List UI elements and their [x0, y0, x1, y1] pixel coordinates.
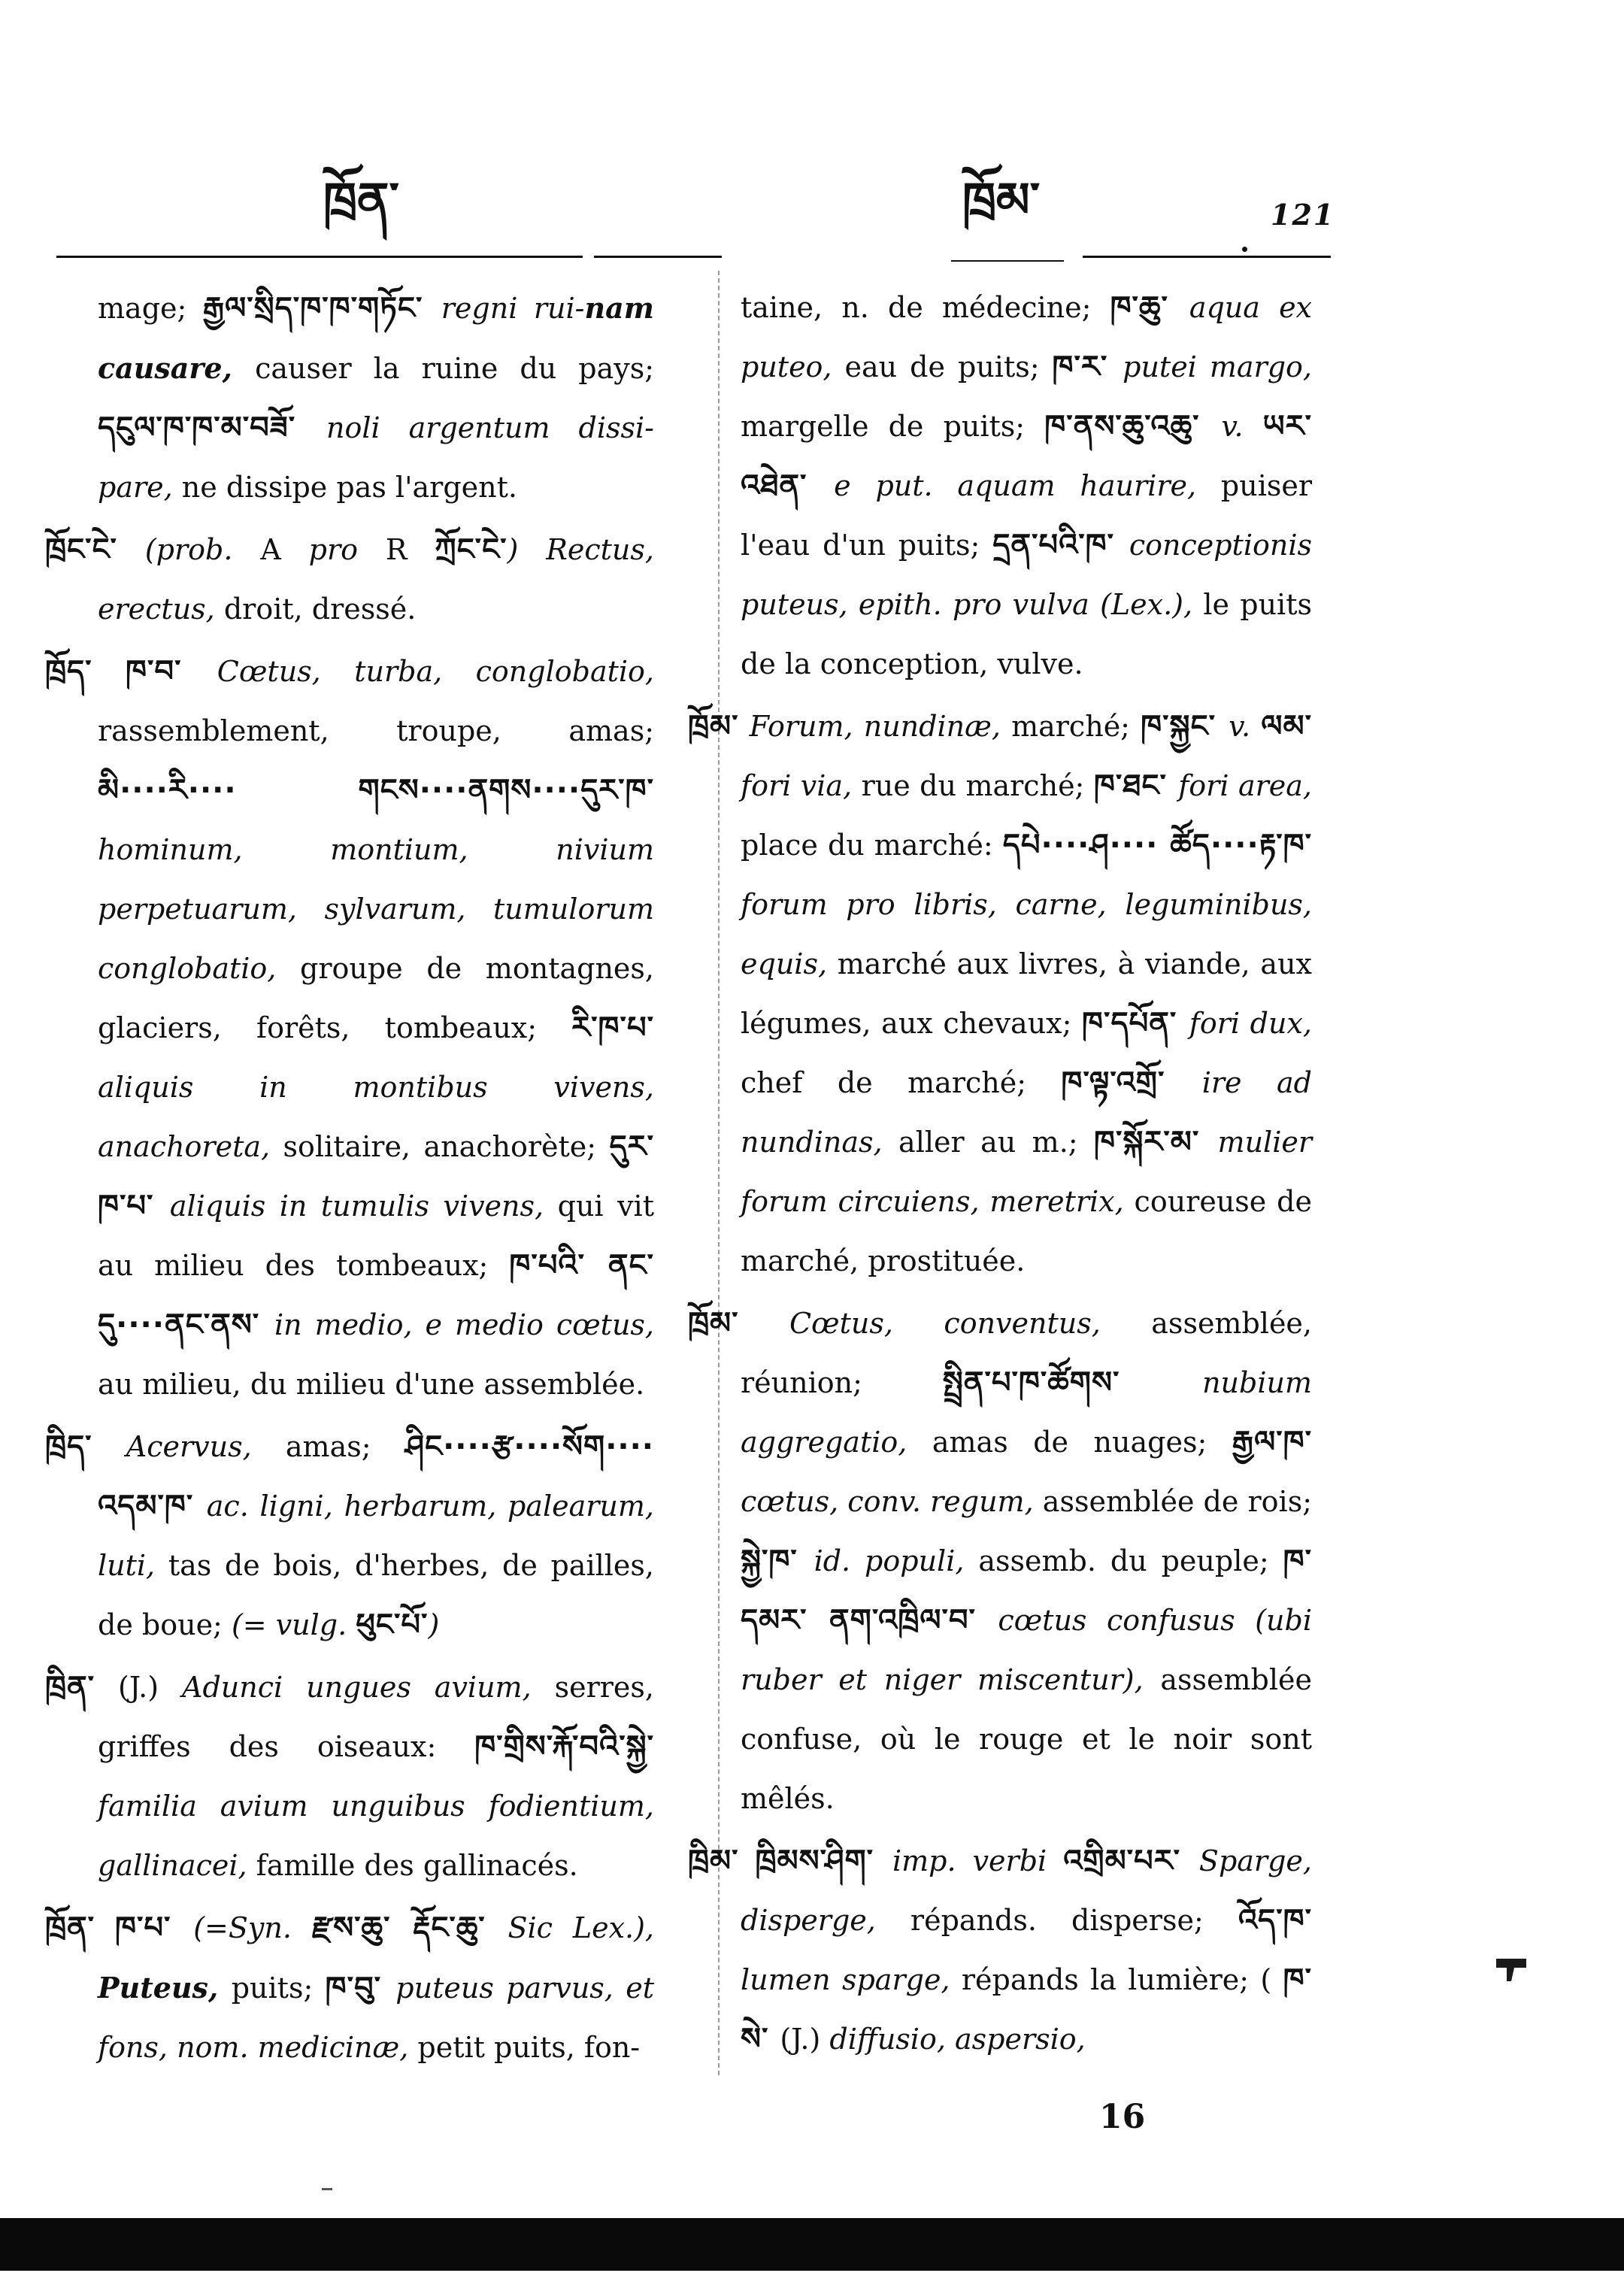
latin-gloss: v. [1229, 710, 1262, 743]
french-gloss: assemblée de rois; [1042, 1485, 1312, 1518]
latin-gloss: fori dux, [1189, 1007, 1312, 1040]
tibetan-text: ཁ་བ་ [126, 654, 217, 689]
french-gloss: assemblée, réunion; [741, 1307, 1312, 1399]
french-gloss: au milieu, du milieu d'une assemblée. [98, 1368, 645, 1401]
french-gloss: margelle de puits; [741, 410, 1045, 443]
latin-gloss: regni rui- [441, 292, 585, 325]
latin-gloss: ac. ligni, herbarum, palearum, luti, [98, 1490, 655, 1582]
french-gloss: puits; [231, 1971, 326, 2005]
latin-gloss: putei margo, [1123, 350, 1312, 383]
tibetan-text: ཁ་སེ་ [741, 1962, 1312, 2056]
dictionary-entry [688, 1294, 1312, 1829]
latin-gloss: ) [428, 1608, 440, 1641]
latin-gloss: aliquis in tumulis vivens, [169, 1189, 558, 1223]
printer-dot [1242, 247, 1247, 252]
tibetan-text: ཁ་སྐོར་མ་ [1094, 1125, 1218, 1159]
entry-headword: ཁྲོང་ངེ་ [45, 532, 117, 567]
tibetan-text: ཤིང····རྩ····སོག···· འདམ་ཁ་ [98, 1429, 654, 1523]
french-gloss: solitaire, anachorète; [283, 1130, 610, 1163]
running-header [0, 162, 1624, 267]
tibetan-text: རྒྱལ་ཁ་ [1232, 1425, 1312, 1459]
dictionary-entry [45, 1899, 654, 2077]
latin-gloss: familia avium unguibus fodientium, gallinacei, [98, 1790, 654, 1882]
french-gloss: (J.) [118, 1671, 183, 1704]
signature-mark: 16 [1099, 2098, 1146, 2136]
tibetan-text: དཔེ····ཤ···· ཚོད····རྟ་ཁ་ [1002, 828, 1313, 862]
latin-gloss: mulier forum circuiens, meretrix, [741, 1126, 1312, 1218]
dictionary-entry [45, 642, 654, 1414]
latin-gloss: Puteus, [98, 1971, 232, 2005]
tibetan-text: སྐྱེ་ཁ་ [741, 1544, 814, 1578]
latin-gloss: v. [1221, 410, 1263, 443]
entry-headword: ཁྲོམ་ [688, 709, 739, 744]
french-gloss: assemblée confuse, où le rouge et le noir sont mêlés. [741, 1663, 1312, 1815]
header-rule [594, 256, 722, 258]
french-gloss: coureuse de marché, prostituée. [741, 1185, 1312, 1277]
tibetan-text: རི་ཁ་པ་ [571, 1011, 654, 1045]
french-gloss: droit, dressé. [223, 592, 417, 626]
french-gloss: puiser l'eau d'un puits; [741, 469, 1312, 562]
french-gloss: amas de nuages; [932, 1426, 1232, 1459]
french-gloss: place du marché: [741, 829, 1003, 862]
tibetan-text: ཁ་ནས་ཆུ་འཆུ་ [1044, 409, 1222, 444]
dictionary-entry [45, 1417, 654, 1655]
latin-gloss: Acervus, [126, 1430, 286, 1463]
tibetan-text: རྫས་ཆུ་ རྡོང་ཆུ་ [311, 1911, 508, 1945]
tibetan-text: མི····རི···· གངས····ནགས····དུར་ཁ་ [98, 773, 654, 808]
dictionary-entry [688, 278, 1312, 694]
right-column [688, 278, 1312, 2072]
tibetan-text: ཡར་འཐེན་ [741, 409, 1312, 503]
latin-gloss: aqua ex puteo, [741, 291, 1312, 383]
french-gloss: eau de puits; [844, 350, 1053, 383]
tibetan-text: སྤྲིན་པ་ཁ་ཚོགས་ [942, 1365, 1203, 1400]
french-gloss: petit puits, fon- [417, 2031, 641, 2064]
latin-gloss: Sic Lex.), [508, 1911, 654, 1944]
french-gloss: marché; [1011, 710, 1141, 743]
french-gloss: répands la lumière; ( [961, 1963, 1283, 1996]
latin-gloss: puteus parvus, et fons, nom. medicinæ, [98, 1971, 655, 2064]
dictionary-entry [45, 1658, 654, 1896]
latin-gloss: ) Rectus, erectus, [98, 533, 654, 626]
french-gloss: famille des gallinacés. [256, 1849, 578, 1882]
french-gloss: chef de marché; [741, 1066, 1062, 1099]
tibetan-text: ཁ་བུ་ [325, 1971, 396, 2005]
french-gloss: répands. disperse; [910, 1904, 1238, 1937]
dictionary-entry [688, 697, 1312, 1291]
latin-gloss: id. populi, [814, 1544, 979, 1577]
scan-artifact [1496, 1959, 1526, 1981]
entry-headword: ཁྲིད་ [45, 1429, 92, 1464]
latin-gloss: nubium aggregatio, [741, 1366, 1312, 1459]
french-gloss: marché aux livres, à viande, aux légumes, aux chevaux; [741, 947, 1312, 1040]
entry-headword: ཁྲིན་ [45, 1670, 95, 1705]
latin-gloss: Forum, nundinæ, [749, 710, 1012, 743]
tibetan-text: ལམ་ [1261, 709, 1312, 744]
latin-gloss: lumen sparge, [741, 1963, 962, 1996]
french-gloss: causer la ruine du pays; [255, 352, 655, 385]
latin-gloss: (=Syn. [193, 1911, 312, 1944]
tibetan-text: དངུལ་ཁ་ཁ་མ་བཟོ་ [98, 411, 326, 445]
dictionary-entry [688, 1832, 1312, 2069]
tibetan-text: དུར་ཁ་པ་ [98, 1129, 654, 1223]
french-gloss: taine, n. de médecine; [741, 291, 1110, 324]
entry-headword: ཁྲོད་ [45, 654, 92, 689]
latin-gloss: forum pro libris, carne, leguminibus, equis, [741, 888, 1312, 980]
tibetan-text: ཁ་དམར་ ནག་འཁྲིལ་བ་ [741, 1544, 1312, 1638]
tibetan-text: ཁ་གྲིས་རྐོ་བའི་སྐྱེ་ [474, 1729, 654, 1764]
tibetan-text: ཁྲིམས་ཤིག་ [755, 1844, 892, 1878]
french-gloss: assemb. du peuple; [978, 1544, 1283, 1577]
tibetan-text: འོད་ཁ་ [1238, 1903, 1312, 1938]
latin-gloss: noli argentum dissi-pare, [98, 411, 654, 504]
latin-gloss: aliquis in montibus vivens, anachoreta, [98, 1071, 654, 1163]
header-rule [1083, 256, 1331, 258]
running-headword-right: ཁྲོམ་ [962, 172, 1041, 229]
entry-headword: ཁྲོན་ [45, 1911, 95, 1945]
latin-gloss: hominum, montium, nivium perpetuarum, sylvarum, tumulorum conglobatio, [98, 833, 654, 985]
tibetan-text: ཁ་ཆུ་ [1110, 290, 1189, 325]
tibetan-text: འགྲིམ་པར་ [1063, 1844, 1199, 1878]
tibetan-text: ཁ་ལྟ་འགྲོ་ [1061, 1065, 1202, 1100]
french-gloss: R [385, 533, 435, 566]
tibetan-text: ཁ་སྐྱང་ [1141, 709, 1229, 744]
french-gloss: groupe de montagnes, glaciers, forêts, tombeaux; [98, 952, 654, 1044]
tibetan-text: ཁ་དཔོན་ [1082, 1006, 1189, 1041]
header-rule [56, 256, 583, 258]
french-gloss: tas de bois, d'herbes, de pailles, de boue; [98, 1549, 654, 1641]
latin-gloss: diffusio, aspersio, [829, 2023, 1086, 2056]
tibetan-text: ཕུང་པོ་ [356, 1608, 429, 1642]
entry-headword: ཁྲིམ་ [688, 1844, 739, 1878]
latin-gloss: conceptionis puteus, epith. pro vulva (Lex.), [741, 529, 1312, 621]
french-gloss: A [260, 533, 309, 566]
french-gloss: (J.) [780, 2023, 830, 2056]
french-gloss: rassemblement, troupe, amas; [98, 714, 654, 747]
latin-gloss: ire ad nundinas, [741, 1066, 1312, 1159]
tibetan-text: རྒྱལ་སྲིད་ཁ་ཁ་གཏོང་ [202, 291, 441, 326]
latin-gloss: nam causare, [98, 291, 654, 385]
tibetan-text: དྲན་པའི་ཁ་ [992, 528, 1129, 562]
latin-gloss: cœtus confusus (ubi ruber et niger miscentur), [741, 1604, 1312, 1696]
french-gloss: serres, griffes des oiseaux: [98, 1671, 654, 1763]
scan-artifact [322, 2188, 332, 2190]
latin-gloss: Cœtus, conventus, [789, 1307, 1152, 1340]
tibetan-text: ཀྲོང་ངེ་ [435, 532, 508, 567]
latin-gloss: pro [308, 533, 386, 566]
scan-bottom-border [0, 2218, 1624, 2271]
latin-gloss: Cœtus, turba, conglobatio, [217, 655, 654, 688]
french-gloss: rue du marché; [861, 769, 1094, 802]
header-rule [951, 260, 1064, 262]
latin-gloss: in medio, e medio cœtus, [274, 1308, 654, 1341]
left-column [45, 278, 654, 2080]
latin-gloss: fori area, [1178, 769, 1312, 802]
latin-gloss: (= vulg. [231, 1608, 356, 1641]
tibetan-text: ཁ་ཐང་ [1093, 768, 1179, 803]
french-gloss: mage; [98, 292, 203, 325]
running-headword-left: ཁྲོན་ [323, 172, 399, 229]
latin-gloss: fori via, [741, 769, 862, 802]
dictionary-entry [45, 520, 654, 639]
latin-gloss: (prob. [144, 533, 261, 566]
french-gloss: ne dissipe pas l'argent. [181, 471, 517, 504]
entry-headword: ཁྲོམ་ [688, 1306, 739, 1341]
latin-gloss: Adunci ungues avium, [182, 1671, 555, 1704]
latin-gloss: imp. verbi [892, 1844, 1064, 1877]
tibetan-text: ཁ་ར་ [1052, 350, 1123, 384]
french-gloss: le puits de la conception, vulve. [741, 588, 1312, 680]
tibetan-text: ཁ་པ་ [115, 1911, 194, 1945]
dictionary-entry [45, 278, 654, 517]
page-number: 121 [1271, 198, 1335, 232]
latin-gloss: Sparge, disperge, [741, 1844, 1312, 1937]
french-gloss: qui vit au milieu des tombeaux; [98, 1189, 654, 1282]
french-gloss: aller au m.; [898, 1126, 1095, 1159]
latin-gloss: cœtus, conv. regum, [741, 1485, 1043, 1518]
tibetan-text: ཁ་པའི་ ནང་དུ····ནང་ནས་ [98, 1248, 654, 1342]
latin-gloss: e put. aquam haurire, [834, 469, 1221, 502]
french-gloss: amas; [285, 1430, 405, 1463]
